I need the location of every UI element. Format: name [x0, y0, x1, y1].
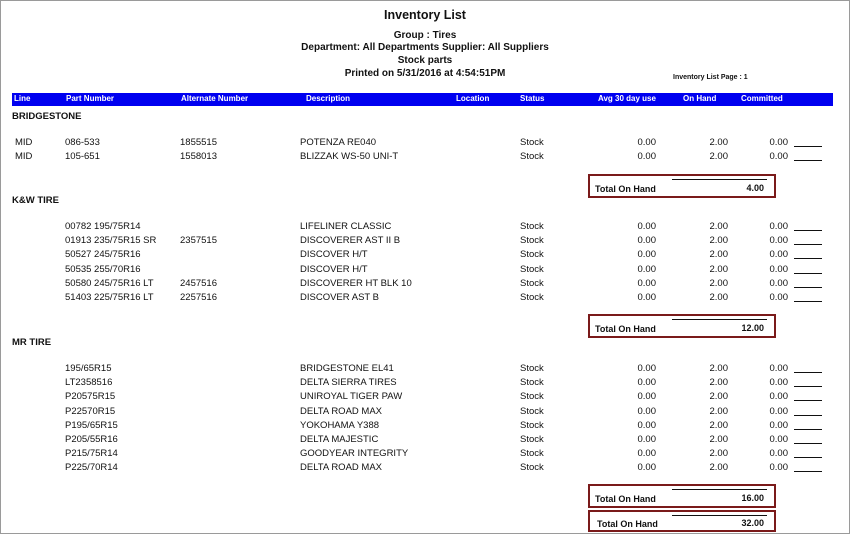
avg-30-day-use-cell: 0.00	[637, 221, 656, 232]
on-hand-cell: 2.00	[709, 405, 728, 417]
on-hand-cell: 2.00	[709, 448, 728, 460]
committed-cell: 0.00	[769, 363, 788, 374]
committed-blank-line	[794, 462, 822, 472]
status-cell: Stock	[520, 363, 544, 374]
part-number-cell: 01913 235/75R15 SR	[65, 235, 157, 247]
on-hand-cell: 2.00	[709, 249, 728, 261]
group-total-box	[588, 314, 776, 338]
col-header-status: Status	[520, 94, 545, 103]
on-hand-cell: 2.00	[709, 391, 728, 403]
total-value: 16.00	[741, 493, 764, 503]
avg-30-day-use-cell: 0.00	[637, 151, 656, 163]
status-cell: Stock	[520, 462, 544, 474]
grand-total-value: 32.00	[741, 518, 764, 528]
committed-blank-line	[794, 221, 822, 231]
status-cell: Stock	[520, 448, 544, 460]
total-rule	[672, 179, 767, 180]
committed-blank-line	[794, 434, 822, 444]
description-cell: LIFELINER CLASSIC	[300, 221, 392, 232]
committed-blank-line	[794, 278, 822, 288]
description-cell: DISCOVER AST B	[300, 292, 380, 303]
part-number-cell: 195/65R15	[65, 363, 112, 374]
table-row	[0, 462, 850, 474]
table-row	[0, 377, 850, 389]
status-cell: Stock	[520, 292, 544, 303]
on-hand-cell: 2.00	[709, 277, 728, 289]
avg-30-day-use-cell: 0.00	[637, 137, 656, 148]
description-cell: UNIROYAL TIGER PAW	[300, 391, 403, 403]
on-hand-cell: 2.00	[709, 221, 728, 232]
group-total-box	[588, 174, 776, 198]
part-number-cell: 00782 195/75R14	[65, 221, 141, 232]
avg-30-day-use-cell: 0.00	[637, 462, 656, 474]
avg-30-day-use-cell: 0.00	[637, 391, 656, 403]
committed-cell: 0.00	[769, 277, 788, 289]
col-header-on-hand: On Hand	[683, 94, 717, 103]
on-hand-cell: 2.00	[709, 434, 728, 445]
group-total-box	[588, 484, 776, 508]
description-cell: DISCOVER H/T	[300, 263, 368, 275]
avg-30-day-use-cell: 0.00	[637, 292, 656, 303]
status-cell: Stock	[520, 377, 544, 389]
table-row	[0, 292, 850, 304]
avg-30-day-use-cell: 0.00	[637, 277, 656, 289]
status-cell: Stock	[520, 235, 544, 247]
committed-cell: 0.00	[769, 448, 788, 460]
status-cell: Stock	[520, 249, 544, 261]
committed-blank-line	[794, 448, 822, 458]
on-hand-cell: 2.00	[709, 462, 728, 474]
description-cell: BRIDGESTONE EL41	[300, 363, 394, 374]
status-cell: Stock	[520, 405, 544, 417]
description-cell: YOKOHAMA Y388	[300, 419, 380, 431]
alternate-number-cell: 2357515	[180, 235, 217, 247]
col-header-avg-30-day-use: Avg 30 day use	[598, 94, 656, 103]
table-row	[0, 235, 850, 247]
grand-total-label: Total On Hand	[597, 519, 658, 529]
status-cell: Stock	[520, 151, 544, 163]
alternate-number-cell: 2457516	[180, 277, 217, 289]
on-hand-cell: 2.00	[709, 235, 728, 247]
table-row	[0, 434, 850, 446]
status-cell: Stock	[520, 419, 544, 431]
group-header: K&W TIRE	[12, 195, 59, 206]
part-number-cell: 086-533	[65, 137, 100, 148]
status-cell: Stock	[520, 434, 544, 445]
page-number-label: Inventory List Page : 1	[673, 74, 748, 81]
avg-30-day-use-cell: 0.00	[637, 363, 656, 374]
status-cell: Stock	[520, 263, 544, 275]
description-cell: DISCOVERER AST II B	[300, 235, 401, 247]
committed-cell: 0.00	[769, 137, 788, 148]
table-row	[0, 406, 850, 418]
avg-30-day-use-cell: 0.00	[637, 263, 656, 275]
table-row	[0, 448, 850, 460]
description-cell: BLIZZAK WS-50 UNI-T	[300, 151, 399, 163]
description-cell: DELTA MAJESTIC	[300, 434, 379, 445]
col-header-description: Description	[306, 94, 351, 103]
committed-cell: 0.00	[769, 377, 788, 389]
alternate-number-cell: 1558013	[180, 151, 217, 163]
part-number-cell: P205/55R16	[65, 434, 118, 445]
col-header-part-number: Part Number	[66, 94, 115, 103]
col-header-line: Line	[14, 94, 31, 103]
on-hand-cell: 2.00	[709, 137, 728, 148]
col-header-committed: Committed	[741, 94, 783, 103]
alternate-number-cell: 2257516	[180, 292, 217, 303]
table-row	[0, 278, 850, 290]
committed-blank-line	[794, 137, 822, 147]
grand-total-box	[588, 510, 776, 532]
line-cell: MID	[15, 151, 33, 163]
on-hand-cell: 2.00	[709, 377, 728, 389]
committed-blank-line	[794, 363, 822, 373]
part-number-cell: P215/75R14	[65, 448, 118, 460]
total-value: 12.00	[741, 323, 764, 333]
table-row	[0, 363, 850, 375]
committed-blank-line	[794, 151, 822, 161]
committed-cell: 0.00	[769, 434, 788, 445]
avg-30-day-use-cell: 0.00	[637, 235, 656, 247]
on-hand-cell: 2.00	[709, 151, 728, 163]
part-number-cell: 51403 225/75R16 LT	[65, 292, 154, 303]
avg-30-day-use-cell: 0.00	[637, 405, 656, 417]
committed-blank-line	[794, 264, 822, 274]
table-row	[0, 420, 850, 432]
committed-blank-line	[794, 377, 822, 387]
part-number-cell: P22570R15	[65, 405, 116, 417]
alternate-number-cell: 1855515	[180, 137, 217, 148]
on-hand-cell: 2.00	[709, 363, 728, 374]
avg-30-day-use-cell: 0.00	[637, 377, 656, 389]
part-number-cell: P225/70R14	[65, 462, 118, 474]
table-row	[0, 264, 850, 276]
status-cell: Stock	[520, 137, 544, 148]
col-header-alternate-number: Alternate Number	[181, 94, 249, 103]
committed-cell: 0.00	[769, 249, 788, 261]
line-cell: MID	[15, 137, 33, 148]
table-row	[0, 221, 850, 233]
status-cell: Stock	[520, 221, 544, 232]
total-label: Total On Hand	[595, 324, 656, 334]
on-hand-cell: 2.00	[709, 263, 728, 275]
committed-cell: 0.00	[769, 151, 788, 163]
description-cell: POTENZA RE040	[300, 137, 377, 148]
part-number-cell: 105-651	[65, 151, 100, 163]
avg-30-day-use-cell: 0.00	[637, 448, 656, 460]
table-row	[0, 137, 850, 149]
total-rule	[672, 319, 767, 320]
part-number-cell: P20575R15	[65, 391, 116, 403]
total-value: 4.00	[746, 183, 764, 193]
committed-blank-line	[794, 235, 822, 245]
committed-cell: 0.00	[769, 391, 788, 403]
on-hand-cell: 2.00	[709, 292, 728, 303]
column-header-bar	[12, 93, 833, 106]
part-number-cell: LT2358516	[65, 377, 113, 389]
committed-blank-line	[794, 249, 822, 259]
on-hand-cell: 2.00	[709, 419, 728, 431]
committed-cell: 0.00	[769, 462, 788, 474]
description-cell: DELTA SIERRA TIRES	[300, 377, 397, 389]
total-rule	[672, 489, 767, 490]
committed-blank-line	[794, 406, 822, 416]
committed-cell: 0.00	[769, 263, 788, 275]
group-filter-line: Group : Tires	[393, 30, 457, 41]
avg-30-day-use-cell: 0.00	[637, 419, 656, 431]
description-cell: DELTA ROAD MAX	[300, 405, 382, 417]
avg-30-day-use-cell: 0.00	[637, 249, 656, 261]
committed-cell: 0.00	[769, 221, 788, 232]
committed-cell: 0.00	[769, 235, 788, 247]
description-cell: DELTA ROAD MAX	[300, 462, 382, 474]
avg-30-day-use-cell: 0.00	[637, 434, 656, 445]
total-label: Total On Hand	[595, 184, 656, 194]
part-number-cell: 50535 255/70R16	[65, 263, 141, 275]
total-label: Total On Hand	[595, 494, 656, 504]
report-title: Inventory List	[384, 8, 466, 22]
description-cell: GOODYEAR INTEGRITY	[300, 448, 409, 460]
col-header-location: Location	[456, 94, 490, 103]
table-row	[0, 151, 850, 163]
description-cell: DISCOVER H/T	[300, 249, 368, 261]
description-cell: DISCOVERER HT BLK 10	[300, 277, 412, 289]
group-header: BRIDGESTONE	[12, 111, 82, 122]
total-rule	[672, 515, 767, 516]
part-number-cell: 50580 245/75R16 LT	[65, 277, 154, 289]
table-row	[0, 391, 850, 403]
stock-parts-line: Stock parts	[397, 55, 453, 66]
committed-blank-line	[794, 420, 822, 430]
part-number-cell: P195/65R15	[65, 419, 118, 431]
group-header: MR TIRE	[12, 337, 52, 348]
printed-date-line: Printed on 5/31/2016 at 4:54:51PM	[344, 68, 506, 79]
table-row	[0, 249, 850, 261]
committed-cell: 0.00	[769, 292, 788, 303]
committed-blank-line	[794, 292, 822, 302]
part-number-cell: 50527 245/75R16	[65, 249, 141, 261]
status-cell: Stock	[520, 391, 544, 403]
department-supplier-line: Department: All Departments Supplier: All Suppliers	[301, 42, 549, 53]
committed-cell: 0.00	[769, 405, 788, 417]
committed-cell: 0.00	[769, 419, 788, 431]
committed-blank-line	[794, 391, 822, 401]
status-cell: Stock	[520, 277, 544, 289]
